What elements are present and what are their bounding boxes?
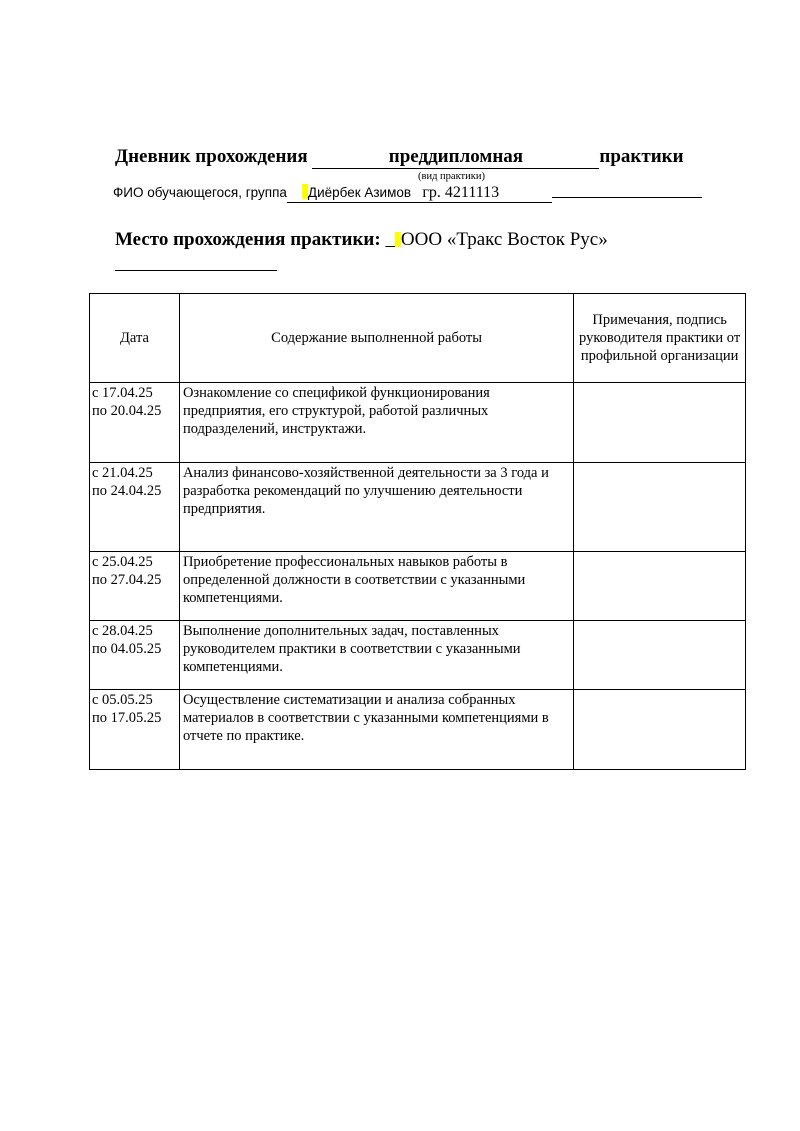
column-header-date: Дата: [90, 294, 180, 383]
date-to: по 17.05.25: [92, 710, 162, 726]
date-from: с 25.04.25: [92, 554, 153, 570]
date-cell: [90, 552, 180, 621]
column-header-content: Содержание выполненной работы: [179, 294, 573, 383]
practice-type-field: [312, 146, 599, 169]
notes-cell: [574, 690, 746, 770]
date-cell: [90, 690, 180, 770]
place-underline: [115, 270, 277, 271]
student-line: [113, 184, 702, 203]
date-from: с 28.04.25: [92, 623, 153, 639]
notes-cell: [574, 552, 746, 621]
table-row: [90, 463, 746, 552]
title-prefix: Дневник прохождения: [115, 146, 308, 167]
date-cell: [90, 463, 180, 552]
content-cell: Осуществление систематизации и анализа собранных материалов в соответствии с указанными компетенциями в отчете по практике.: [179, 690, 573, 770]
date-cell: [90, 383, 180, 463]
place-value: ООО «Тракс Восток Рус»: [400, 229, 608, 250]
place-field: [385, 229, 607, 250]
table-header-row: [90, 294, 746, 383]
student-label: ФИО обучающегося, группа: [113, 185, 287, 200]
date-cell: [90, 621, 180, 690]
student-group: гр. 4211113: [422, 184, 500, 201]
column-header-notes: Примечания, подпись руководителя практики от профильной организации: [574, 294, 746, 383]
date-to: по 24.04.25: [92, 483, 162, 499]
table-row: [90, 552, 746, 621]
date-to: по 04.05.25: [92, 641, 162, 657]
notes-cell: [574, 463, 746, 552]
table-row: [90, 621, 746, 690]
content-cell: Выполнение дополнительных задач, поставленных руководителем практики в соответствии с указанными компетенциями.: [179, 621, 573, 690]
date-to: по 27.04.25: [92, 572, 162, 588]
date-to: по 20.04.25: [92, 403, 162, 419]
date-from: с 21.04.25: [92, 465, 153, 481]
practice-type-note: (вид практики): [418, 171, 485, 182]
practice-type-value: преддипломная: [388, 146, 524, 167]
notes-cell: [574, 621, 746, 690]
title-suffix: практики: [599, 146, 684, 167]
table-row: [90, 383, 746, 463]
student-name-field: [287, 184, 552, 203]
notes-cell: [574, 383, 746, 463]
student-name: Диёрбек Азимов: [307, 185, 412, 200]
content-cell: Анализ финансово-хозяйственной деятельности за 3 года и разработка рекомендаций по улучшению деятельности предприятия.: [179, 463, 573, 552]
content-cell: Приобретение профессиональных навыков работы в определенной должности в соответствии с указанными компетенциями.: [179, 552, 573, 621]
date-from: с 05.05.25: [92, 692, 153, 708]
place-line: [115, 229, 608, 251]
content-cell: Ознакомление со спецификой функционирования предприятия, его структурой, работой различных подразделений, инструктажи.: [179, 383, 573, 463]
diary-title: [115, 146, 684, 169]
date-from: с 17.04.25: [92, 385, 153, 401]
diary-table: [89, 293, 746, 770]
place-label: Место прохождения практики:: [115, 229, 381, 250]
student-line-tail: [552, 184, 702, 198]
table-row: [90, 690, 746, 770]
